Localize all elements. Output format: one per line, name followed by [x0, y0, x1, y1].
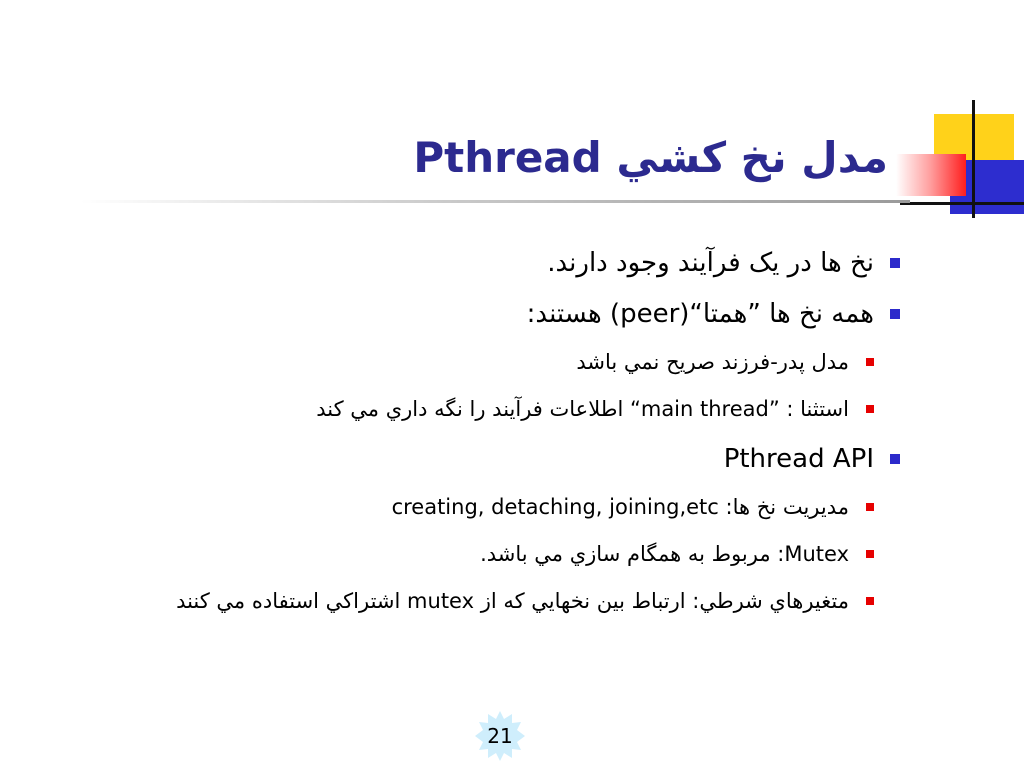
sub-bullet-square-icon	[866, 405, 874, 413]
decorative-horizontal-line	[900, 202, 1024, 205]
title-underline	[80, 200, 910, 203]
sub-bullet-square-icon	[866, 503, 874, 511]
sub-bullet-item	[14, 587, 874, 615]
sub-bullet-item	[14, 395, 874, 423]
sub-bullet-square-icon	[866, 550, 874, 558]
sub-bullet-text: متغيرهاي شرطي: ارتباط بين نخهايي که از mutex اشتراکي استفاده مي کنند	[176, 589, 849, 613]
bullet-item	[14, 297, 874, 331]
bullet-text: Pthread API	[723, 444, 874, 474]
bullet-list	[14, 246, 874, 634]
sub-bullet-item	[14, 493, 874, 521]
sub-bullet-item	[14, 540, 874, 568]
page-number: 21	[487, 724, 513, 748]
bullet-item	[14, 442, 874, 476]
page-number-badge	[474, 710, 526, 762]
sub-bullet-square-icon	[866, 358, 874, 366]
bullet-square-icon	[890, 309, 900, 319]
slide-title: مدل نخ کشي Pthread	[413, 133, 888, 182]
sub-bullet-text: استثنا : ”main thread“ اطلاعات فرآيند را نگه داري مي کند	[316, 397, 849, 421]
decorative-vertical-line	[972, 100, 975, 218]
bullet-text: نخ ها در يک فرآيند وجود دارند.	[547, 248, 874, 278]
sub-bullet-text: مديريت نخ ها: creating, detaching, joining,etc	[391, 495, 849, 519]
bullet-square-icon	[890, 258, 900, 268]
sub-bullet-item	[14, 348, 874, 376]
bullet-square-icon	[890, 454, 900, 464]
sub-bullet-text: مدل پدر-فرزند صريح نمي باشد	[576, 350, 849, 374]
bullet-text: همه نخ ها ”همتا“(peer) هستند:	[526, 299, 874, 329]
bullet-item	[14, 246, 874, 280]
decorative-red-gradient-bar	[896, 154, 966, 196]
sub-bullet-square-icon	[866, 597, 874, 605]
sub-bullet-text: Mutex: مربوط به همگام سازي مي باشد.	[480, 542, 849, 566]
